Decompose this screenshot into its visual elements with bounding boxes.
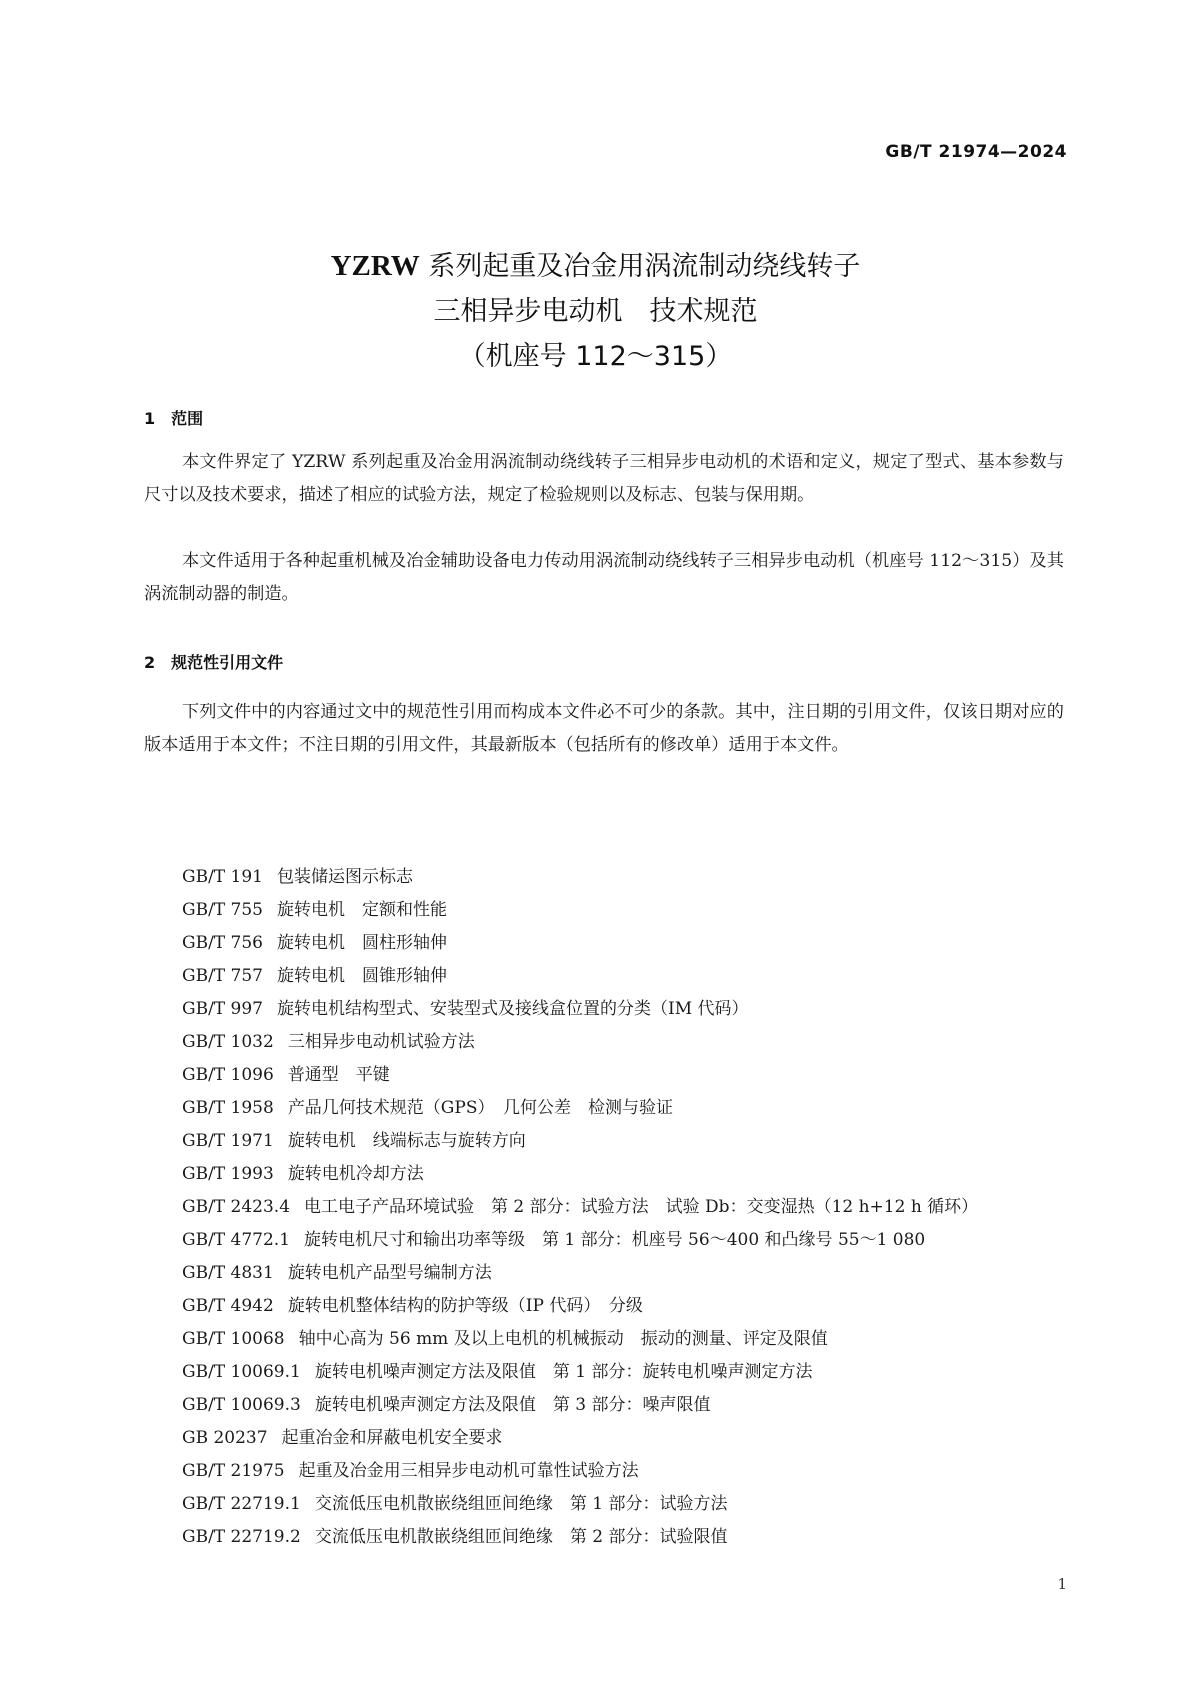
reference-code: GB/T 2423.4 <box>182 1197 291 1217</box>
reference-code: GB/T 191 <box>182 867 263 887</box>
reference-code: GB/T 21975 <box>182 1461 285 1481</box>
reference-item <box>182 1422 978 1455</box>
reference-title: 三相异步电动机试验方法 <box>287 1032 475 1052</box>
reference-item <box>182 1521 978 1554</box>
section-1-paragraph-2: 本文件适用于各种起重机械及冶金辅助设备电力传动用涡流制动绕线转子三相异步电动机（机座号 112～315）及其涡流制动器的制造。 <box>144 551 1064 604</box>
reference-code: GB 20237 <box>182 1428 268 1448</box>
reference-title: 旋转电机结构型式、安装型式及接线盒位置的分类（IM 代码） <box>277 999 749 1019</box>
reference-title: 起重冶金和屏蔽电机安全要求 <box>281 1428 503 1448</box>
reference-title: 起重及冶金用三相异步电动机可靠性试验方法 <box>298 1461 639 1481</box>
reference-title: 包装储运图示标志 <box>277 867 413 887</box>
title-series-code: YZRW <box>330 250 420 282</box>
reference-item <box>182 960 978 993</box>
reference-title: 电工电子产品环境试验 第 2 部分：试验方法 试验 Db：交变湿热（12 h+12 h 循环） <box>304 1197 979 1217</box>
reference-item <box>182 1488 978 1521</box>
reference-item <box>182 1224 978 1257</box>
reference-item <box>182 861 978 894</box>
standard-code: GB/T 21974—2024 <box>885 142 1067 162</box>
reference-item <box>182 1455 978 1488</box>
reference-code: GB/T 997 <box>182 999 263 1019</box>
reference-title: 旋转电机产品型号编制方法 <box>287 1263 492 1283</box>
section-1-paragraph-1: 本文件界定了 YZRW 系列起重及冶金用涡流制动绕线转子三相异步电动机的术语和定义，规定了型式、基本参数与尺寸以及技术要求，描述了相应的试验方法，规定了检验规则以及标志、包装与保用期。 <box>144 452 1064 505</box>
document-title <box>0 244 1191 379</box>
reference-code: GB/T 1993 <box>182 1164 274 1184</box>
reference-code: GB/T 4772.1 <box>182 1230 291 1250</box>
reference-title: 轴中心高为 56 mm 及以上电机的机械振动 振动的测量、评定及限值 <box>298 1329 828 1349</box>
reference-item <box>182 1125 978 1158</box>
reference-item <box>182 1323 978 1356</box>
reference-item <box>182 1257 978 1290</box>
title-line-1 <box>0 244 1191 289</box>
reference-item <box>182 1158 978 1191</box>
reference-title: 旋转电机 线端标志与旋转方向 <box>287 1131 526 1151</box>
reference-code: GB/T 1958 <box>182 1098 274 1118</box>
reference-title: 旋转电机 定额和性能 <box>277 900 447 920</box>
reference-title: 旋转电机噪声测定方法及限值 第 1 部分：旋转电机噪声测定方法 <box>314 1362 813 1382</box>
reference-title: 旋转电机 圆柱形轴伸 <box>277 933 447 953</box>
reference-item <box>182 1356 978 1389</box>
reference-code: GB/T 756 <box>182 933 263 953</box>
reference-title: 旋转电机尺寸和输出功率等级 第 1 部分：机座号 56～400 和凸缘号 55～1 080 <box>304 1230 926 1250</box>
normative-reference-list <box>182 861 978 1554</box>
section-2-intro: 下列文件中的内容通过文中的规范性引用而构成本文件必不可少的条款。其中，注日期的引用文件，仅该日期对应的版本适用于本文件；不注日期的引用文件，其最新版本（包括所有的修改单）适用于本文件。 <box>144 702 1064 755</box>
reference-title: 交流低压电机散嵌绕组匝间绝缘 第 2 部分：试验限值 <box>314 1527 728 1547</box>
reference-code: GB/T 1971 <box>182 1131 274 1151</box>
reference-item <box>182 894 978 927</box>
reference-title: 旋转电机噪声测定方法及限值 第 3 部分：噪声限值 <box>314 1395 711 1415</box>
reference-title: 旋转电机 圆锥形轴伸 <box>277 966 447 986</box>
reference-title: 旋转电机冷却方法 <box>287 1164 424 1184</box>
reference-code: GB/T 10068 <box>182 1329 285 1349</box>
reference-code: GB/T 10069.3 <box>182 1395 301 1415</box>
reference-code: GB/T 755 <box>182 900 263 920</box>
reference-code: GB/T 1096 <box>182 1065 274 1085</box>
section-1-heading: 1 范围 <box>144 409 204 428</box>
title-line-2: 三相异步电动机 技术规范 <box>433 296 758 327</box>
reference-title: 普通型 平键 <box>287 1065 390 1085</box>
title-line-1-text: 系列起重及冶金用涡流制动绕线转子 <box>419 251 861 282</box>
reference-item <box>182 1290 978 1323</box>
page-number: 1 <box>1057 1575 1067 1593</box>
section-2-heading: 2 规范性引用文件 <box>144 653 284 672</box>
reference-item <box>182 1191 978 1224</box>
reference-item <box>182 1059 978 1092</box>
reference-code: GB/T 22719.2 <box>182 1527 301 1547</box>
reference-item <box>182 1026 978 1059</box>
reference-item <box>182 1389 978 1422</box>
reference-code: GB/T 10069.1 <box>182 1362 301 1382</box>
reference-code: GB/T 757 <box>182 966 263 986</box>
title-line-3: （机座号 112～315） <box>458 341 733 372</box>
reference-code: GB/T 1032 <box>182 1032 274 1052</box>
reference-title: 旋转电机整体结构的防护等级（IP 代码） 分级 <box>287 1296 643 1316</box>
reference-code: GB/T 22719.1 <box>182 1494 301 1514</box>
reference-code: GB/T 4831 <box>182 1263 274 1283</box>
reference-title: 产品几何技术规范（GPS） 几何公差 检测与验证 <box>287 1098 673 1118</box>
reference-item <box>182 993 978 1026</box>
reference-item <box>182 1092 978 1125</box>
reference-item <box>182 927 978 960</box>
reference-title: 交流低压电机散嵌绕组匝间绝缘 第 1 部分：试验方法 <box>314 1494 728 1514</box>
reference-code: GB/T 4942 <box>182 1296 274 1316</box>
